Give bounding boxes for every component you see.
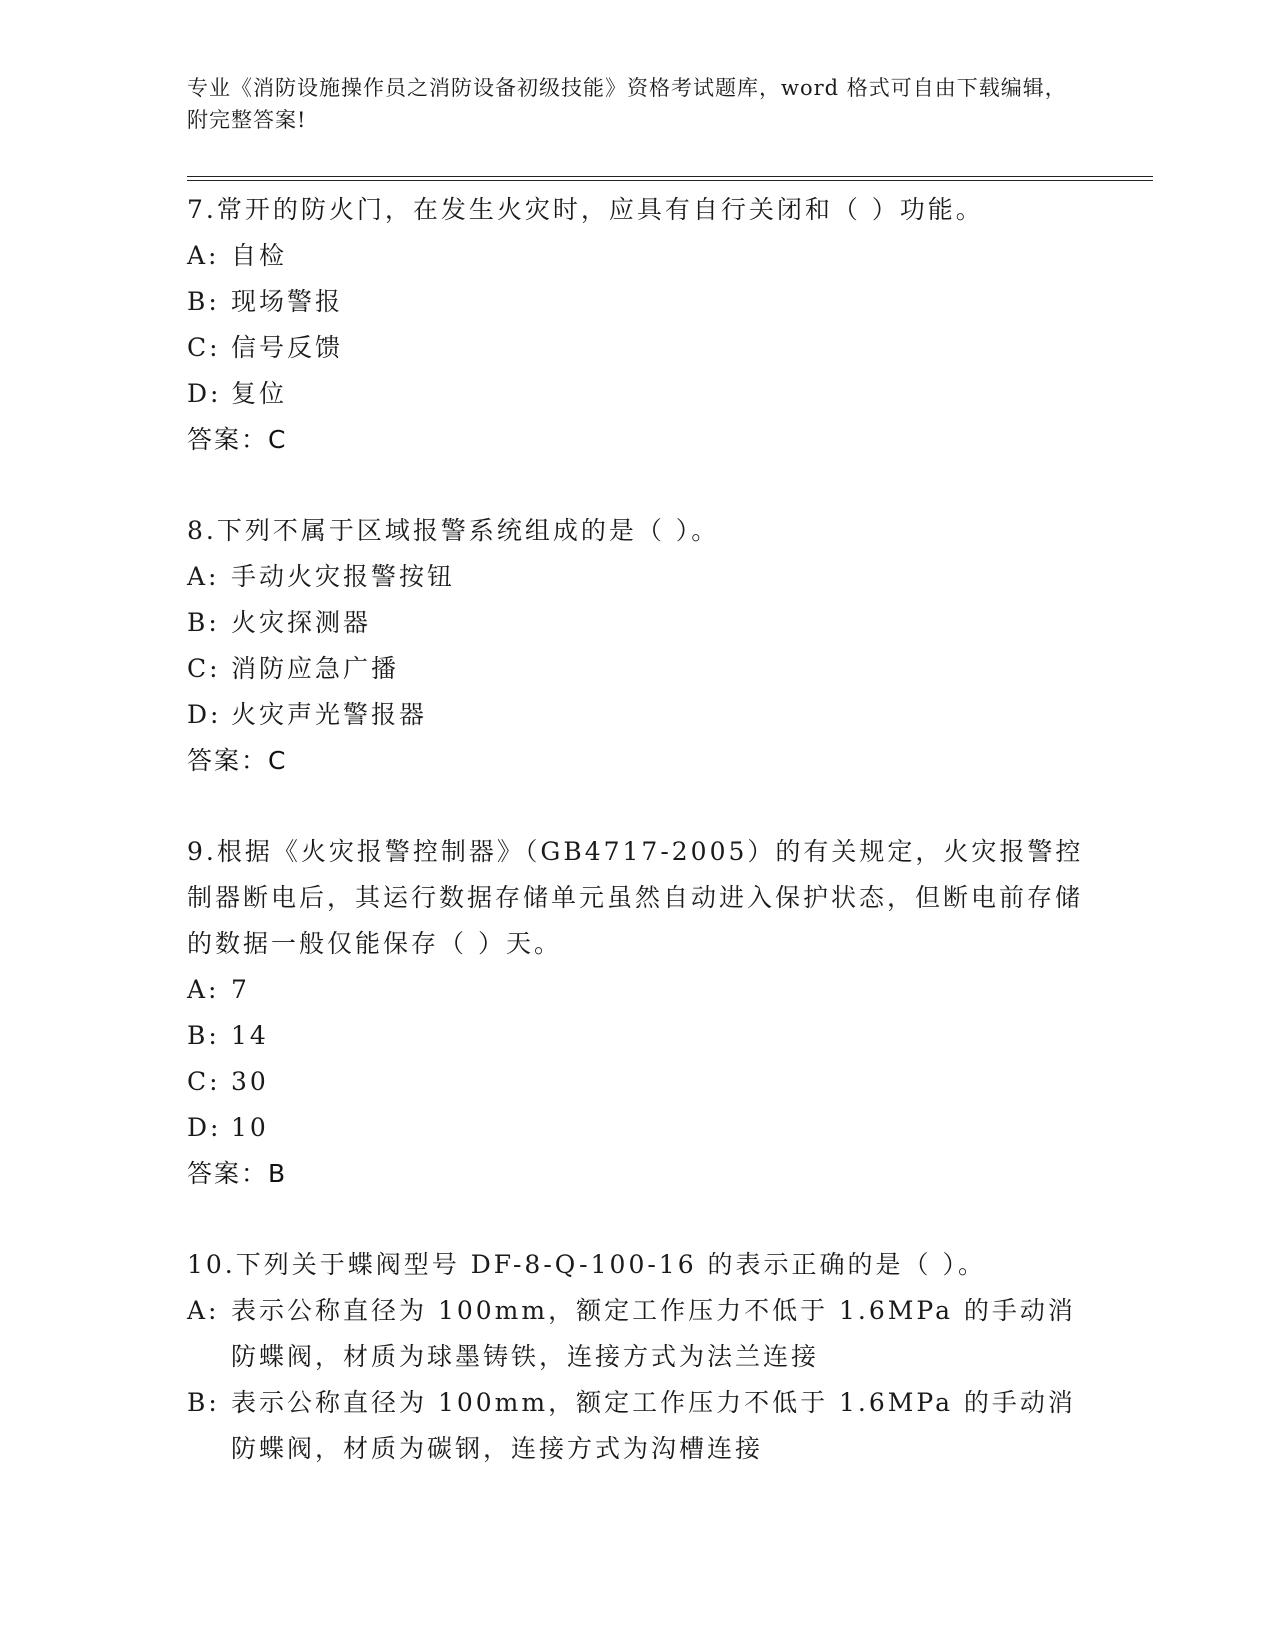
option-a <box>187 1288 1087 1380</box>
option-key: D: <box>187 379 222 408</box>
option-key: D: <box>187 700 222 729</box>
answer-line: 答案：B <box>187 1159 288 1188</box>
option-b <box>187 1013 1087 1059</box>
option-text: 现场警报 <box>231 287 344 316</box>
question-9 <box>187 829 1087 1197</box>
option-text: 表示公称直径为 100mm，额定工作压力不低于 1.6MPa 的手动消防蝶阀，材质为球墨铸铁，连接方式为法兰连接 <box>231 1296 1076 1371</box>
option-c <box>187 1059 1087 1105</box>
option-a <box>187 554 1087 600</box>
option-text: 消防应急广播 <box>231 654 400 683</box>
answer-line: 答案：C <box>187 746 288 775</box>
option-key: B: <box>187 608 220 637</box>
header-divider-top <box>187 176 1153 177</box>
option-key: C: <box>187 333 221 362</box>
option-key: C: <box>187 654 221 683</box>
option-d <box>187 1105 1087 1151</box>
option-key: A: <box>187 1296 220 1325</box>
option-text: 14 <box>231 1021 269 1050</box>
option-key: A: <box>187 562 220 591</box>
option-text: 手动火灾报警按钮 <box>231 562 456 591</box>
option-d <box>187 371 1087 417</box>
option-a <box>187 233 1087 279</box>
question-10 <box>187 1242 1087 1472</box>
option-text: 自检 <box>231 241 288 270</box>
option-key: B: <box>187 1388 220 1417</box>
option-key: C: <box>187 1067 221 1096</box>
option-text: 7 <box>231 975 250 1004</box>
option-key: B: <box>187 1021 220 1050</box>
option-d <box>187 692 1087 738</box>
option-key: B: <box>187 287 220 316</box>
question-list <box>187 187 1087 1472</box>
option-text: 复位 <box>231 379 288 408</box>
option-text: 表示公称直径为 100mm，额定工作压力不低于 1.6MPa 的手动消防蝶阀，材质为碳钢，连接方式为沟槽连接 <box>231 1388 1076 1463</box>
question-stem: 8.下列不属于区域报警系统组成的是（ ）。 <box>187 516 720 545</box>
option-text: 信号反馈 <box>231 333 344 362</box>
question-7 <box>187 187 1087 463</box>
question-stem: 7.常开的防火门，在发生火灾时，应具有自行关闭和（ ）功能。 <box>187 195 984 224</box>
header-divider-bottom <box>187 180 1153 181</box>
option-key: A: <box>187 241 220 270</box>
option-key: D: <box>187 1113 222 1142</box>
option-key: A: <box>187 975 220 1004</box>
option-c <box>187 646 1087 692</box>
answer-line: 答案：C <box>187 425 288 454</box>
option-a <box>187 967 1087 1013</box>
question-8 <box>187 508 1087 784</box>
document-header: 专业《消防设施操作员之消防设备初级技能》资格考试题库，word 格式可自由下载编辑，附完整答案! <box>187 76 1067 132</box>
question-stem: 9.根据《火灾报警控制器》（GB4717-2005）的有关规定，火灾报警控制器断电后，其运行数据存储单元虽然自动进入保护状态，但断电前存储的数据一般仅能保存（ ）天。 <box>187 837 1084 958</box>
option-c <box>187 325 1087 371</box>
option-b <box>187 1380 1087 1472</box>
option-text: 火灾探测器 <box>231 608 372 637</box>
question-stem: 10.下列关于蝶阀型号 DF-8-Q-100-16 的表示正确的是（ ）。 <box>187 1250 987 1279</box>
option-b <box>187 600 1087 646</box>
option-text: 10 <box>231 1113 269 1142</box>
option-text: 火灾声光警报器 <box>231 700 428 729</box>
option-text: 30 <box>231 1067 269 1096</box>
option-b <box>187 279 1087 325</box>
